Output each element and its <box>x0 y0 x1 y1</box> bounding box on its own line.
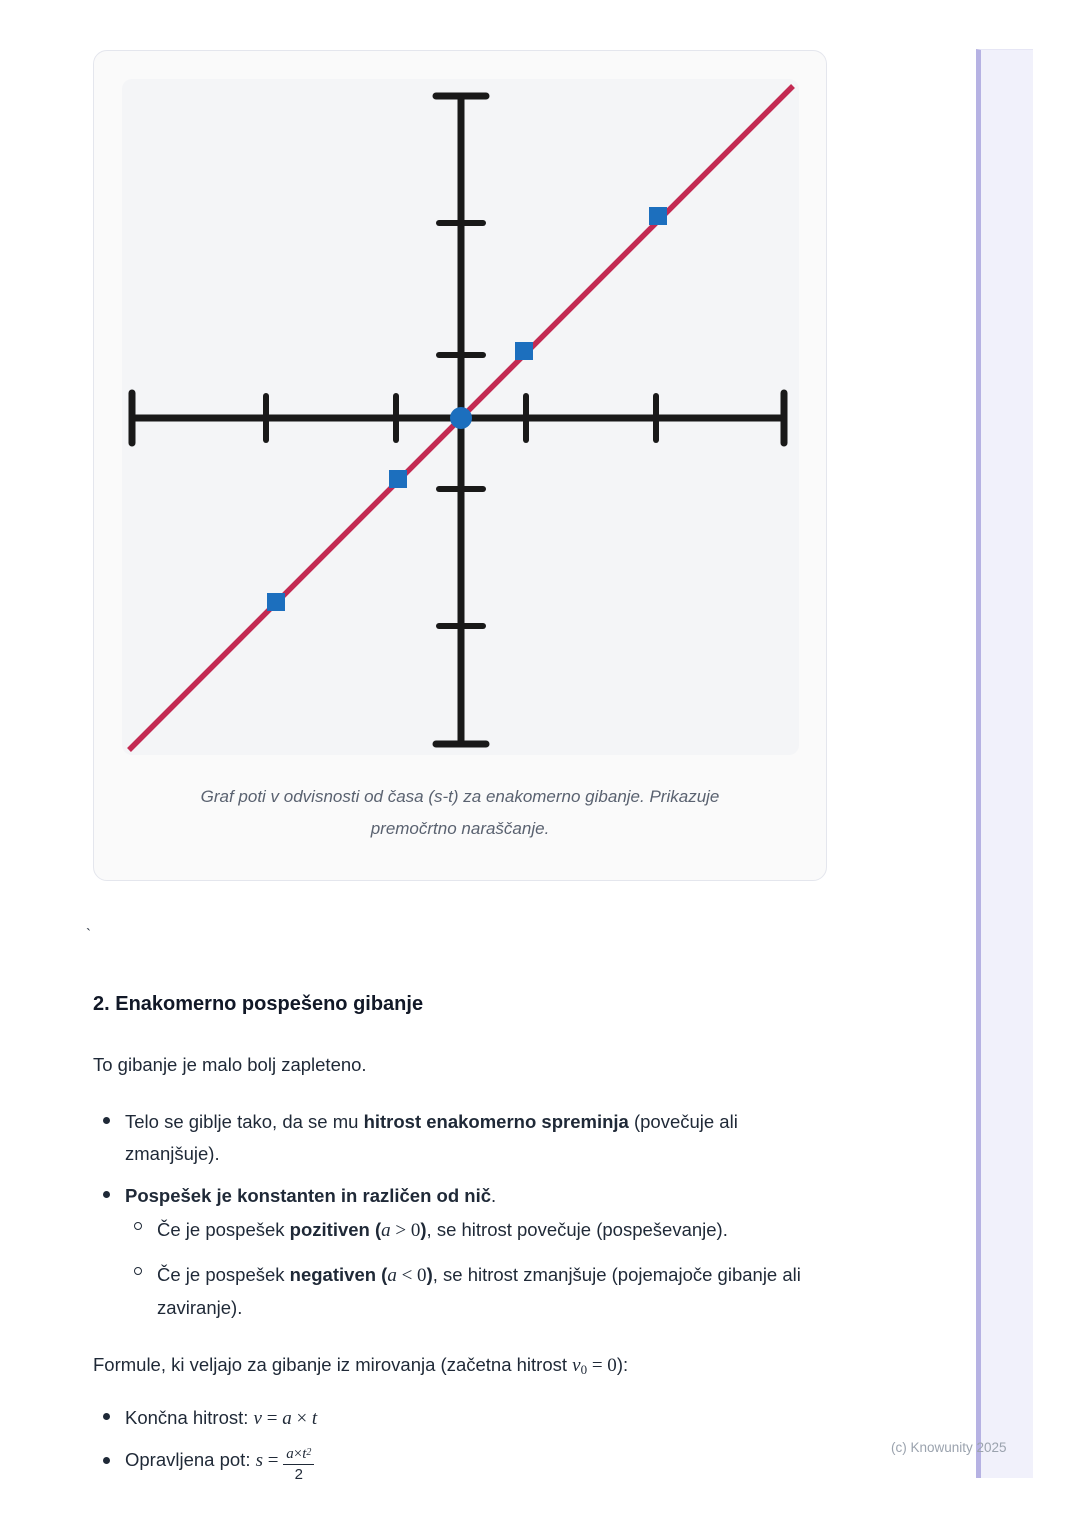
math-var-t: t <box>302 1446 307 1463</box>
math-expr: < 0 <box>396 1265 427 1286</box>
formulas-intro-text: ): <box>616 1354 629 1375</box>
math-var-a: a <box>381 1220 391 1241</box>
bullet-2-bold: Pospešek je konstanten in različen od nič <box>125 1185 491 1206</box>
bullet-item-1 <box>125 1106 822 1170</box>
figure-caption-line1: Graf poti v odvisnosti od časa (s-t) za enakomerno gibanje. Prikazuje <box>200 787 720 806</box>
formula-2-label: Opravljena pot: <box>125 1449 256 1470</box>
bullet-item-2 <box>125 1180 822 1212</box>
data-point <box>515 342 533 360</box>
sub-bullet-1-text: , se hitrost povečuje (pospeševanje). <box>426 1219 728 1240</box>
figure-image[interactable] <box>122 79 799 755</box>
math-var-a: a <box>286 1446 294 1463</box>
math-expr: > 0 <box>390 1220 421 1241</box>
fraction-denominator: 2 <box>294 1466 303 1483</box>
sub-bullet-item-2 <box>157 1259 812 1324</box>
sub-bullet-marker <box>134 1267 142 1275</box>
math-var-a: a <box>282 1408 292 1429</box>
figure-caption-line2: premočrtno naraščanje. <box>370 819 550 838</box>
sub-bullet-marker <box>134 1222 142 1230</box>
sub-bullet-item-1 <box>157 1214 837 1247</box>
math-var-t: t <box>311 1408 318 1429</box>
math-var-a: a <box>387 1265 397 1286</box>
next-page-preview[interactable] <box>976 49 1033 1478</box>
sub-bullet-2-bold: ) <box>426 1264 433 1285</box>
math-times: × <box>293 1446 303 1463</box>
sub-bullet-2-bold: negativen ( <box>289 1264 388 1285</box>
figure-caption <box>94 781 826 845</box>
math-expr: = 0 <box>587 1355 617 1376</box>
sub-bullet-1-bold: pozitiven ( <box>289 1219 382 1240</box>
data-point <box>267 593 285 611</box>
math-equals: = <box>261 1408 283 1429</box>
formula-item-2 <box>125 1444 314 1484</box>
section-heading: 2. Enakomerno pospešeno gibanje <box>93 993 424 1015</box>
copyright-watermark: (c) Knowunity 2025 <box>891 1440 1007 1455</box>
bullet-marker <box>103 1117 110 1124</box>
bullet-marker <box>103 1457 110 1464</box>
bullet-marker <box>103 1191 110 1198</box>
bullet-2-text: . <box>491 1185 497 1206</box>
bullet-1-text: Telo se giblje tako, da se mu <box>125 1111 364 1132</box>
bullet-1-text: (povečuje ali zmanjšuje). <box>125 1111 738 1164</box>
origin-point <box>450 407 472 429</box>
figure-card <box>93 50 827 881</box>
st-graph <box>122 79 799 755</box>
data-point <box>389 470 407 488</box>
fraction-numerator <box>283 1446 314 1465</box>
math-var-v: v <box>253 1408 262 1429</box>
sub-bullet-1-bold: ) <box>420 1219 427 1240</box>
data-point <box>649 207 667 225</box>
sub-bullet-2-text: , se hitrost zmanjšuje (pojemajoče gibanje ali zaviranje). <box>157 1264 801 1318</box>
math-var-s: s <box>255 1450 264 1471</box>
stray-backtick: ` <box>86 926 91 943</box>
math-subscript: 0 <box>580 1362 588 1377</box>
math-exponent: 2 <box>306 1447 312 1459</box>
intro-paragraph: To gibanje je malo bolj zapleteno. <box>93 1054 367 1075</box>
formulas-intro <box>93 1349 628 1386</box>
math-fraction <box>283 1446 314 1484</box>
math-equals: = <box>263 1450 284 1471</box>
bullet-marker <box>103 1413 110 1420</box>
formula-1-label: Končna hitrost: <box>125 1407 254 1428</box>
bullet-1-bold: hitrost enakomerno spreminja <box>363 1111 629 1132</box>
formula-item-1 <box>125 1402 317 1435</box>
sub-bullet-2-text: Če je pospešek <box>157 1264 290 1285</box>
math-times: × <box>291 1408 312 1429</box>
formulas-intro-text: Formule, ki veljajo za gibanje iz mirovanja (začetna hitrost <box>93 1354 573 1375</box>
sub-bullet-1-text: Če je pospešek <box>157 1219 290 1240</box>
math-var-v: v <box>572 1355 581 1376</box>
